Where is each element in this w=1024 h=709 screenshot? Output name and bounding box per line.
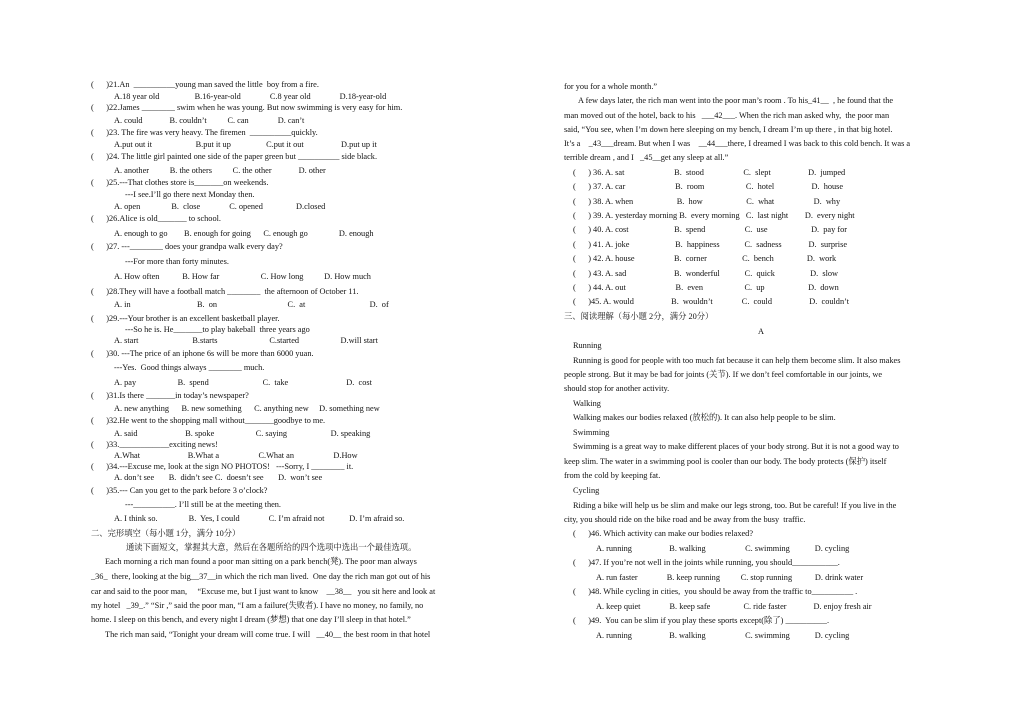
text-line: ( ) 40. A. cost B. spend C. use D. pay for: [573, 225, 848, 234]
text-line: car and said to the poor man, “Excuse me, but I just want to know __38__ you sit here and look at: [91, 587, 436, 596]
text-line: Running: [573, 341, 602, 350]
text-line: A. could B. couldn’t C. can D. can’t: [114, 116, 305, 125]
text-line: city, you should ride on the bike road and be away from the busy traffic.: [564, 515, 806, 524]
text-line: Running is good for people with too much fat because it can help them become slim. It also makes: [573, 356, 901, 365]
text-line: A.put out it B.put it up C.put it out D.put up it: [114, 140, 377, 149]
text-line: Walking makes our bodies relaxed (放松的). It can also help people to be slim.: [573, 413, 836, 422]
text-line: A. How often B. How far C. How long D. How much: [114, 272, 371, 281]
text-line: ( ) 39. A. yesterday morning B. every morning C. last night D. every night: [573, 211, 855, 220]
text-line: ( )30. ---The price of an iphone 6s will be more than 6000 yuan.: [91, 349, 314, 358]
text-line: It’s a _43___dream. But when I was __44___there, I dreamed I was back to this cold bench. It was a: [564, 139, 911, 148]
text-line: ( ) 38. A. when B. how C. what D. why: [573, 197, 841, 206]
text-line: Swimming: [573, 428, 610, 437]
text-line: ( )23. The fire was very heavy. The firemen __________quickly.: [91, 128, 318, 137]
text-line: Walking: [573, 399, 601, 408]
text-line: ( )34.---Excuse me, look at the sign NO PHOTOS! ---Sorry, I ________ it.: [91, 462, 354, 471]
text-line: 通读下面短文，掌握其大意，然后在各题所给的四个选项中选出一个最佳选项。: [126, 543, 417, 552]
text-line: said, “You see, when I’m down here sleeping on my bench, I dream I’m up there , in that big hotel.: [564, 125, 893, 134]
text-line: keep slim. The water in a swimming pool is cooler than our body. The body protects (保护) itself: [564, 457, 887, 466]
text-line: should stop for another activity.: [564, 384, 670, 393]
text-line: ( )33.____________exciting news!: [91, 440, 218, 449]
text-line: ( )26.Alice is old_______ to school.: [91, 214, 221, 223]
text-line: ( )24. The little girl painted one side of the paper green but __________ side black.: [91, 152, 378, 161]
text-line: Riding a bike will help us be slim and make our legs strong, too. But be careful! If you live in the: [573, 501, 897, 510]
text-line: ( )28.They will have a football match ________ the afternoon of October 11.: [91, 287, 359, 296]
text-line: A. run faster B. keep running C. stop running D. drink water: [596, 573, 864, 582]
text-line: 二、完形填空（每小题 1分，满分 10分）: [91, 529, 241, 538]
text-line: ( )25.---That clothes store is_______on weekends.: [91, 178, 269, 187]
text-line: A. don’t see B. didn’t see C. doesn’t see D. won’t see: [114, 473, 323, 482]
text-line: ( ) 37. A. car B. room C. hotel D. house: [573, 182, 844, 191]
text-line: A. new anything B. new something C. anything new D. something new: [114, 404, 380, 413]
text-line: ( )47. If you’re not well in the joints while running, you should___________.: [573, 558, 840, 567]
text-line: ( ) 44. A. out B. even C. up D. down: [573, 283, 839, 292]
text-line: _36_ there, looking at the big__37__in which the rich man lived. One day the rich man got out of his: [91, 572, 431, 581]
text-line: A. running B. walking C. swimming D. cycling: [596, 544, 850, 553]
text-line: ---Yes. Good things always ________ much.: [114, 363, 265, 372]
text-line: A.18 year old B.16-year-old C.8 year old D.18-year-old: [114, 92, 387, 101]
text-line: for you for a whole month.”: [564, 82, 658, 91]
text-line: Cycling: [573, 486, 600, 495]
text-line: ( )27. ---________ does your grandpa walk every day?: [91, 242, 283, 251]
text-line: my hotel _39_.” “Sir ,” said the poor man, “I am a failure(失败者). I have no money, no family, no: [91, 601, 424, 610]
text-line: A. said B. spoke C. saying D. speaking: [114, 429, 371, 438]
text-line: ( )22.James ________ swim when he was young. But now swimming is very easy for him.: [91, 103, 403, 112]
text-line: A. keep quiet B. keep safe C. ride faster D. enjoy fresh air: [596, 602, 872, 611]
text-line: ( )45. A. would B. wouldn’t C. could D. couldn’t: [573, 297, 850, 306]
text-line: The rich man said, “Tonight your dream will come true. I will __40__ the best room in that hotel: [105, 630, 431, 639]
text-line: ( )35.--- Can you get to the park before 3 o’clock?: [91, 486, 268, 495]
text-line: A. running B. walking C. swimming D. cycling: [596, 631, 850, 640]
text-line: man moved out of the hotel, back to his ___42___. When the rich man asked why, the poor man: [564, 111, 890, 120]
text-line: A. start B.starts C.started D.will start: [114, 336, 378, 345]
text-line: A. another B. the others C. the other D. other: [114, 166, 326, 175]
text-line: A.What B.What a C.What an D.How: [114, 451, 358, 460]
text-line: ---__________. I’ll still be at the meeting then.: [125, 500, 281, 509]
text-line: ( )49. You can be slim if you play these sports except(除了) __________.: [573, 616, 830, 625]
text-line: from the cold by keeping fat.: [564, 471, 661, 480]
text-line: ( ) 36. A. sat B. stood C. slept D. jumped: [573, 168, 846, 177]
text-line: A. enough to go B. enough for going C. enough go D. enough: [114, 229, 374, 238]
text-line: ---So he is. He_______to play bakeball three years ago: [125, 325, 310, 334]
text-line: ( ) 41. A. joke B. happiness C. sadness D. surprise: [573, 240, 848, 249]
text-line: A. open B. close C. opened D.closed: [114, 202, 326, 211]
text-line: ( ) 43. A. sad B. wonderful C. quick D. slow: [573, 269, 839, 278]
text-line: ---I see.I’ll go there next Monday then.: [125, 190, 255, 199]
text-line: home. I sleep on this bench, and every night I dream (梦想) that one day I’ll sleep in that hotel.”: [91, 615, 411, 624]
text-line: A: [758, 327, 764, 336]
text-line: ( )48. While cycling in cities, you should be away from the traffic to__________ .: [573, 587, 858, 596]
text-line: ( )46. Which activity can make our bodies relaxed?: [573, 529, 754, 538]
text-line: ( )32.He went to the shopping mall without_______goodbye to me.: [91, 416, 326, 425]
text-line: A. in B. on C. at D. of: [114, 300, 389, 309]
text-line: ( )21.An __________young man saved the little boy from a fire.: [91, 80, 319, 89]
text-line: ( ) 42. A. house B. corner C. bench D. work: [573, 254, 837, 263]
text-line: ( )31.Is there _______in today’s newspaper?: [91, 391, 249, 400]
text-line: 三、阅读理解（每小题 2分，满分 20分）: [564, 312, 714, 321]
text-line: people strong. But it may be bad for joints (关节). If we don’t feel comfortable in our joints, we: [564, 370, 883, 379]
text-line: ( )29.---Your brother is an excellent basketball player.: [91, 314, 280, 323]
text-line: Swimming is a great way to make different places of your body strong. But it is not a good way to: [573, 442, 899, 451]
text-line: Each morning a rich man found a poor man sitting on a park bench(凳). The poor man always: [105, 557, 417, 566]
text-line: A. I think so. B. Yes, I could C. I’m afraid not D. I’m afraid so.: [114, 514, 405, 523]
text-line: ---For more than forty minutes.: [125, 257, 229, 266]
text-line: A. pay B. spend C. take D. cost: [114, 378, 372, 387]
text-line: terrible dream , and I _45__get any sleep at all.”: [564, 153, 729, 162]
text-line: A few days later, the rich man went into the poor man’s room . To his_41__ , he found that the: [578, 96, 894, 105]
